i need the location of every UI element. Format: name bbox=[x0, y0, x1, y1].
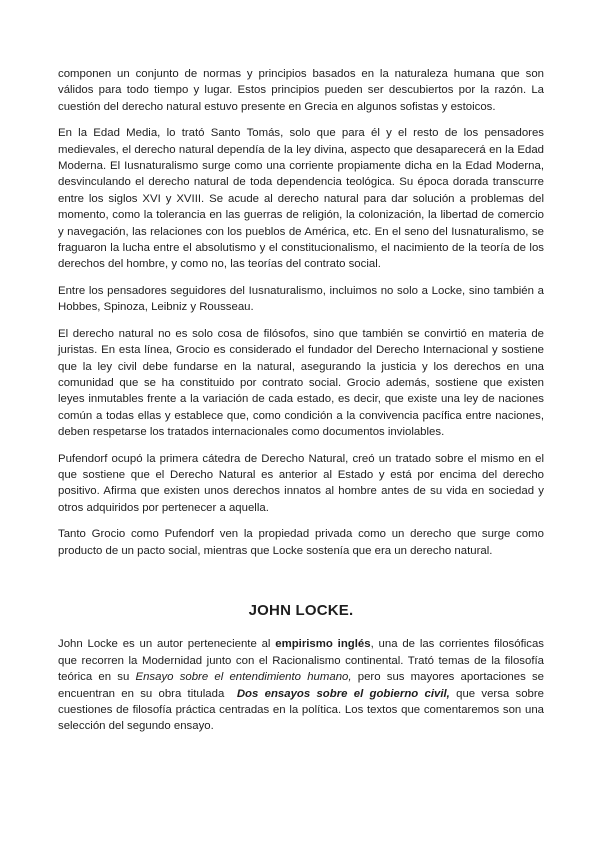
paragraph-natural-law-intro: componen un conjunto de normas y principios basados en la naturaleza humana que son válidos para todo tiempo y lugar. Estos principios pueden ser descubiertos por la razón. La cuestión del derecho natural estuvo presente en Grecia en algunos sofistas y estoicos. bbox=[58, 68, 544, 113]
paragraph-grocio: El derecho natural no es solo cosa de filósofos, sino que también se convirtió en materia de juristas. En esta línea, Grocio es considerado el fundador del Derecho Internacional y sostiene que la ley civil debe fundarse en la natural, asegurando la justicia y los derechos en una comunidad que se ha constituido por contrato social. Grocio además, sostiene que existen leyes inmutables frente a la variación de cada estado, es decir, que existe una ley de naciones común a todas ellas y establece que, como condición a la convivencia pacífica entre naciones, deben respetarse los tratados internacionales como documentos inviolables. bbox=[58, 327, 544, 439]
paragraph-pufendorf: Pufendorf ocupó la primera cátedra de Derecho Natural, creó un tratado sobre el mismo en el que sostiene que el Derecho Natural es anterior al Estado y está por encima del derecho positivo. Afirma que existen unos derechos innatos al hombre antes de su vida en sociedad y otros adquiridos por pertenecer a aquella. bbox=[58, 452, 544, 514]
locke-text-1: John Locke es un autor perteneciente al bbox=[58, 638, 276, 651]
locke-text-3: pero sus mayores aportaciones se encuentran en su obra titulada bbox=[58, 671, 548, 700]
paragraph-iusnaturalism-thinkers: Entre los pensadores seguidores del Iusnaturalismo, incluimos no solo a Locke, sino también a Hobbes, Spinoza, Leibniz y Rousseau. bbox=[58, 284, 544, 314]
section-heading-john-locke: JOHN LOCKE. bbox=[248, 601, 354, 619]
paragraph-middle-ages: En la Edad Media, lo trató Santo Tomás, solo que para él y el resto de los pensadores medievales, el derecho natural dependía de la ley divina, aspecto que desaparecerá en la Edad Moderna. El Iusnaturalismo surge como una corriente propiamente dicha en la Edad Moderna, desvinculando el derecho natural de toda dependencia teológica. Su época dorada transcurre entre los siglos XVI y XVIII. Se acude al derecho natural para dar solución a problemas del momento, como la tolerancia en las guerras de religión, la colonización, la libertad de comercio y navegación, las relaciones con los pueblos de América, etc. En el seno del Iusnaturalismo, se fraguaron la lucha entre el absolutismo y el constitucionalismo, el nacimiento de la teoría de los derechos del hombre, y como no, las teorías del contrato social. bbox=[58, 127, 544, 271]
paragraph-private-property: Tanto Grocio como Pufendorf ven la propiedad privada como un derecho que surge como producto de un pacto social, mientras que Locke sostenía que era un derecho natural. bbox=[58, 528, 544, 557]
locke-bold-empirismo: empirismo inglés bbox=[275, 638, 371, 651]
locke-bold-italic-dos-ensayos: Dos ensayos sobre el gobierno civil, bbox=[236, 687, 450, 700]
locke-text-4: que versa sobre cuestiones de filosofía práctica centradas en la política. Los textos que comentaremos son una selección del segundo ensayo. bbox=[58, 687, 544, 733]
paragraph-john-locke bbox=[58, 636, 548, 734]
locke-italic-ensayo: Ensayo sobre el entendimiento humano, bbox=[135, 671, 352, 684]
locke-text-2: , una de las corrientes filosóficas que recorren la Modernidad junto con el Racionalismo continental. Trató temas de la filosofía teórica en su bbox=[58, 638, 544, 684]
